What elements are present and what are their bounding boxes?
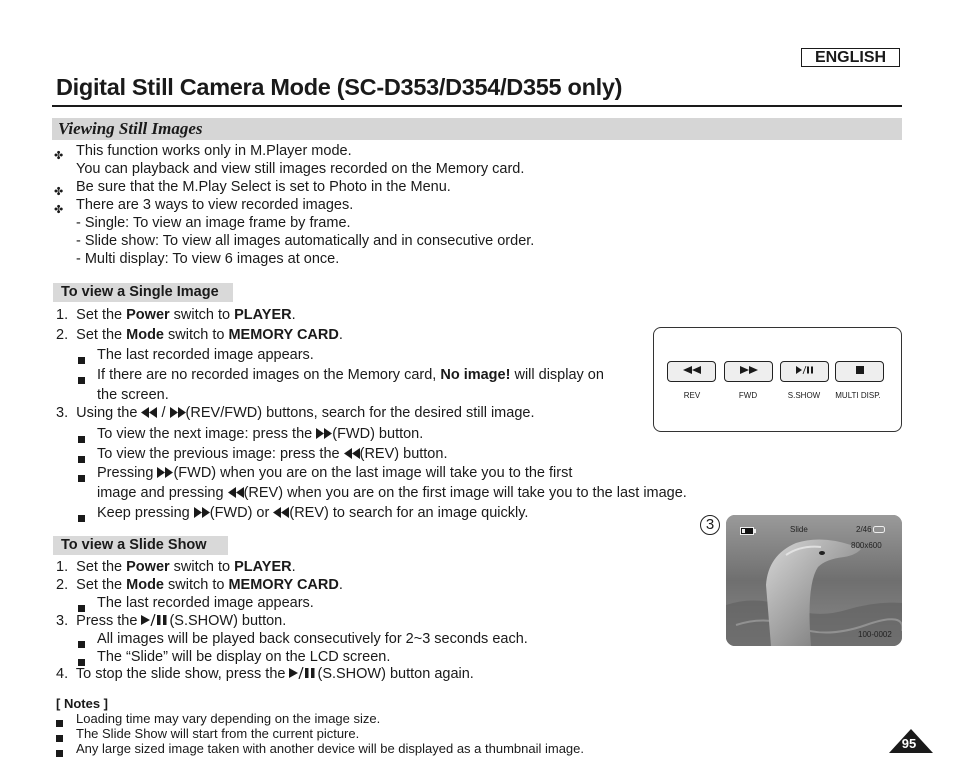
stop-icon [856,366,864,374]
intro-line: - Slide show: To view all images automatically and in consecutive order. [76,233,535,249]
intro-line: - Multi display: To view 6 images at once. [76,251,340,267]
lcd-screen [726,515,902,646]
square-bullet-icon [78,371,85,389]
intro-line: Be sure that the M.Play Select is set to Photo in the Menu. [76,179,451,195]
fwd-button [724,361,773,382]
sshow-button [780,361,829,382]
single-bullet: To view the previous image: press the (REV) button. [97,446,448,462]
rev-icon [141,407,157,418]
slide-bullet: The last recorded image appears. [97,595,314,611]
sshow-label: S.SHOW [787,391,821,400]
play-pause-icon [796,366,814,374]
section-title: Viewing Still Images [58,119,203,138]
lcd-resolution: 800x600 [851,541,882,550]
slide-bullet: All images will be played back consecutively for 2~3 seconds each. [97,631,528,647]
square-bullet-icon [56,744,63,762]
slide-step-4: 4. To stop the slide show, press the (S.SHOW) button again. [56,666,474,682]
language-badge: ENGLISH [801,48,900,67]
intro-line: - Single: To view an image frame by frame. [76,215,351,231]
lcd-file-number: 100-0002 [858,630,892,639]
cross-bullet-icon: ✤ [54,204,64,216]
square-bullet-icon [78,450,85,468]
single-step-3: 3. Using the / (REV/FWD) buttons, search for the desired still image. [56,405,535,421]
note-item: Any large sized image taken with another device will be displayed as a thumbnail image. [76,741,585,756]
intro-line: You can playback and view still images recorded on the Memory card. [76,161,525,177]
fwd-icon [157,467,173,478]
slide-show-heading: To view a Slide Show [53,536,228,555]
lcd-mode-label: Slide [790,525,808,534]
rev-icon [273,507,289,518]
slide-bullet: The “Slide” will be display on the LCD screen. [97,649,391,665]
rev-icon [683,366,701,374]
rev-icon [228,487,244,498]
page-number: 95 [901,736,917,751]
single-bullet: The last recorded image appears. [97,347,314,363]
rev-label: REV [683,391,701,400]
slide-step-2: 2. Set the Mode switch to MEMORY CARD. [56,577,343,593]
square-bullet-icon [78,509,85,527]
page-number-badge [889,729,933,753]
note-item: The Slide Show will start from the current picture. [76,726,360,741]
square-bullet-icon [78,351,85,369]
square-bullet-icon [78,635,85,653]
cross-bullet-icon: ✤ [54,186,64,198]
fwd-icon [740,366,758,374]
note-item: Loading time may vary depending on the image size. [76,711,381,726]
fwd-label: FWD [738,391,758,400]
slide-step-1: 1. Set the Power switch to PLAYER. [56,559,296,575]
fwd-icon [194,507,210,518]
notes-heading: [ Notes ] [56,696,108,711]
rev-button [667,361,716,382]
square-bullet-icon [78,430,85,448]
single-image-heading: To view a Single Image [53,283,233,302]
step-number-badge: 3 [700,515,720,535]
rev-icon [344,448,360,459]
single-bullet: Pressing (FWD) when you are on the last image will take you to the first [97,465,573,481]
single-step-2: 2. Set the Mode switch to MEMORY CARD. [56,327,343,343]
single-bullet-cont: the screen. [97,387,169,403]
single-bullet: Keep pressing (FWD) or (REV) to search for an image quickly. [97,505,529,521]
single-step-1: 1. Set the Power switch to PLAYER. [56,307,296,323]
cross-bullet-icon: ✤ [54,150,64,162]
intro-line: There are 3 ways to view recorded images. [76,197,354,213]
single-bullet: If there are no recorded images on the Memory card, No image! will display on [97,367,604,383]
intro-line: This function works only in M.Player mode. [76,143,352,159]
memory-card-icon [873,526,885,533]
multi-disp-button [835,361,884,382]
square-bullet-icon [78,469,85,487]
multi-disp-label: MULTI DISP. [835,391,881,400]
title-divider [52,105,902,107]
battery-icon [740,527,756,535]
fwd-icon [170,407,186,418]
play-pause-icon [289,667,317,679]
play-pause-icon [141,614,169,626]
single-bullet: To view the next image: press the (FWD) button. [97,426,424,442]
single-bullet-cont: image and pressing (REV) when you are on the first image will take you to the last image. [97,485,687,501]
slide-step-3: 3. Press the (S.SHOW) button. [56,613,287,629]
page-title: Digital Still Camera Mode (SC-D353/D354/D355 only) [56,74,623,100]
button-panel-illustration [653,327,902,432]
lcd-counter: 2/46 [856,525,872,534]
fwd-icon [316,428,332,439]
